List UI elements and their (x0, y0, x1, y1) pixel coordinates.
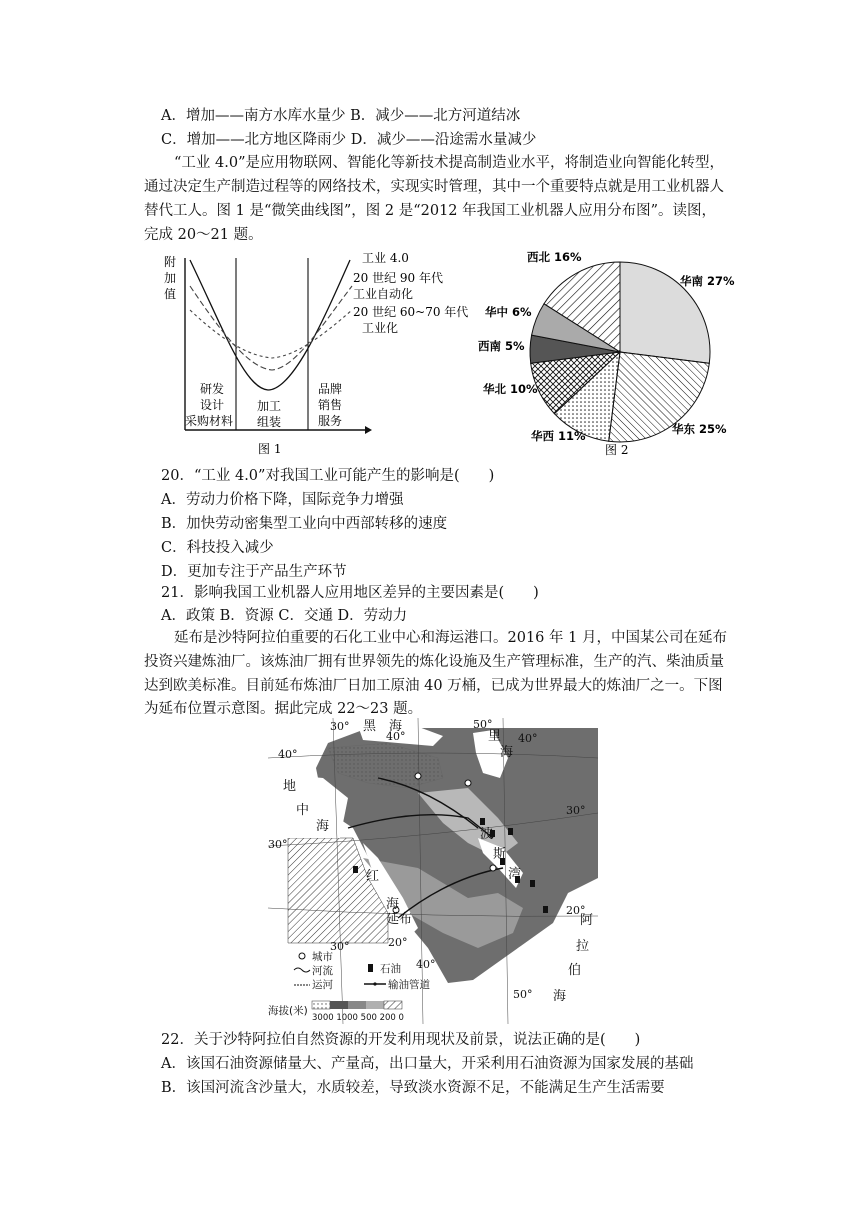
degree-label: 40° (278, 748, 298, 761)
q22-option: A．该国石油资源储量大、产量高，出口量大，开采利用石油资源为国家发展的基础 (161, 1056, 694, 1072)
legend-canal: 运河 (312, 979, 333, 991)
curve-label: 20 世纪 90 年代 (353, 271, 443, 285)
q19-options-row1: A．增加——南方水库水量少 B．减少——北方河道结冰 (161, 108, 521, 124)
stage-left-label: 研发 (200, 382, 225, 396)
red-sea-label: 海 (386, 897, 400, 912)
pie-label: 华东 25% (672, 422, 727, 436)
pie-label: 西北 16% (527, 250, 582, 264)
stage-left-label: 设计 (200, 398, 225, 412)
intro2-line: 为延布位置示意图。据此完成 22～23 题。 (144, 701, 423, 717)
stage-right-label: 服务 (318, 414, 343, 428)
intro1-line: 通过决定生产制造过程等的网络技术，实现实时管理，其中一个重要特点就是用工业机器人 (144, 179, 724, 195)
persian-gulf-label: 湾 (508, 867, 522, 882)
q22-option: B．该国河流含沙量大，水质较差，导致淡水资源不足，不能满足生产生活需要 (161, 1080, 665, 1096)
ylabel-char: 值 (164, 287, 177, 301)
degree-label: 20° (388, 936, 408, 949)
arabian-sea-label: 拉 (576, 939, 590, 954)
curve-automation (190, 286, 352, 370)
stage-mid-label: 组装 (257, 415, 282, 429)
degree-label: 40° (518, 732, 538, 745)
persian-gulf-label: 波 (480, 827, 494, 842)
pie-label: 华西 11% (531, 429, 586, 443)
pie-label: 华北 10% (483, 382, 538, 396)
legend-city: 城市 (312, 951, 333, 963)
q22-stem: 22．关于沙特阿拉伯自然资源的开发利用现状及前景，说法正确的是( ) (161, 1032, 641, 1048)
q21-options: A．政策 B．资源 C．交通 D．劳动力 (161, 608, 408, 624)
legend-elevation-title: 海拔(米) (268, 1005, 308, 1017)
arabian-sea-label: 阿 (580, 913, 594, 928)
q20-option: B．加快劳动密集型工业向中西部转移的速度 (161, 516, 448, 532)
q19-options-row2: C．增加——北方地区降雨少 D．减少——沿途需水量减少 (161, 132, 537, 148)
ylabel-char: 加 (164, 271, 177, 285)
curve-label: 20 世纪 60~70 年代 (353, 305, 469, 319)
intro2-line: 延布是沙特阿拉伯重要的石化工业中心和海运港口。2016 年 1 月，中国某公司在延布 (174, 630, 727, 646)
mediterranean-label: 地 (283, 779, 297, 794)
q20-option: D．更加专注于产品生产环节 (161, 564, 347, 580)
intro2-line: 投资兴建炼油厂。该炼油厂拥有世界领先的炼化设施及生产管理标准，生产的汽、柴油质量 (144, 654, 724, 670)
intro1-line: 完成 20～21 题。 (144, 227, 263, 243)
mediterranean-label: 中 (296, 803, 310, 818)
mediterranean-label: 海 (316, 819, 330, 834)
pie-slices (530, 262, 710, 442)
degree-label: 30° (330, 720, 350, 733)
legend-elevation-ticks: 3000 1000 500 200 0 (312, 1013, 404, 1023)
curve-label: 工业自动化 (353, 287, 414, 301)
caspian-label: 海 (500, 745, 514, 760)
curve-label: 工业 4.0 (362, 251, 409, 265)
q20-option: C．科技投入减少 (161, 540, 274, 556)
arabian-sea-label: 伯 (568, 963, 582, 978)
degree-label: 50° (473, 718, 493, 731)
fig1-caption: 图 1 (258, 442, 282, 456)
q20-option: A．劳动力价格下降，国际竞争力增强 (161, 492, 404, 508)
legend-pipeline: 输油管道 (388, 979, 430, 991)
yanbu-location-map (268, 718, 598, 1024)
degree-label: 30° (566, 804, 586, 817)
stage-mid-label: 加工 (257, 399, 282, 413)
q21-stem: 21．影响我国工业机器人应用地区差异的主要因素是( ) (161, 585, 539, 601)
legend-river: 河流 (312, 965, 333, 977)
stage-left-label: 采购材料 (185, 414, 234, 428)
degree-label: 30° (268, 838, 288, 851)
stage-right-label: 销售 (318, 398, 343, 412)
curve-label: 工业化 (362, 321, 399, 335)
smile-curve-figure (150, 248, 480, 458)
degree-label: 40° (386, 730, 406, 743)
persian-gulf-label: 斯 (493, 847, 507, 862)
intro2-line: 达到欧美标准。目前延布炼油厂日加工原油 40 万桶，已成为世界最大的炼油厂之一。下图 (144, 678, 723, 694)
ylabel-char: 附 (164, 255, 177, 269)
intro1-line: 替代工人。图 1 是“微笑曲线图”，图 2 是“2012 年我国工业机器人应用分布图”。读图， (144, 203, 717, 219)
intro1-line: “工业 4.0”是应用物联网、智能化等新技术提高制造业水平，将制造业向智能化转型， (174, 155, 724, 171)
legend-oil: 石油 (380, 963, 401, 975)
black-sea-label: 黑 海 (363, 719, 403, 734)
caspian-label: 里 (488, 729, 502, 744)
pie-label: 华中 6% (485, 305, 532, 319)
degree-label: 50° (513, 988, 533, 1001)
yanbu-label: 延布 (386, 912, 413, 927)
q20-stem: 20．“工业 4.0”对我国工业可能产生的影响是( ) (161, 468, 495, 484)
robot-distribution-pie (475, 240, 750, 460)
red-sea-label: 红 (366, 869, 380, 884)
arabian-sea-label: 海 (553, 989, 567, 1004)
degree-label: 40° (416, 958, 436, 971)
degree-label: 20° (566, 904, 586, 917)
fig2-caption: 图 2 (605, 443, 629, 457)
curve-industrialization (190, 310, 352, 358)
curve-industry-4 (190, 260, 350, 390)
pie-label: 西南 5% (478, 339, 525, 353)
stage-right-label: 品牌 (318, 382, 343, 396)
pie-label: 华南 27% (680, 274, 735, 288)
degree-label: 30° (330, 940, 350, 953)
